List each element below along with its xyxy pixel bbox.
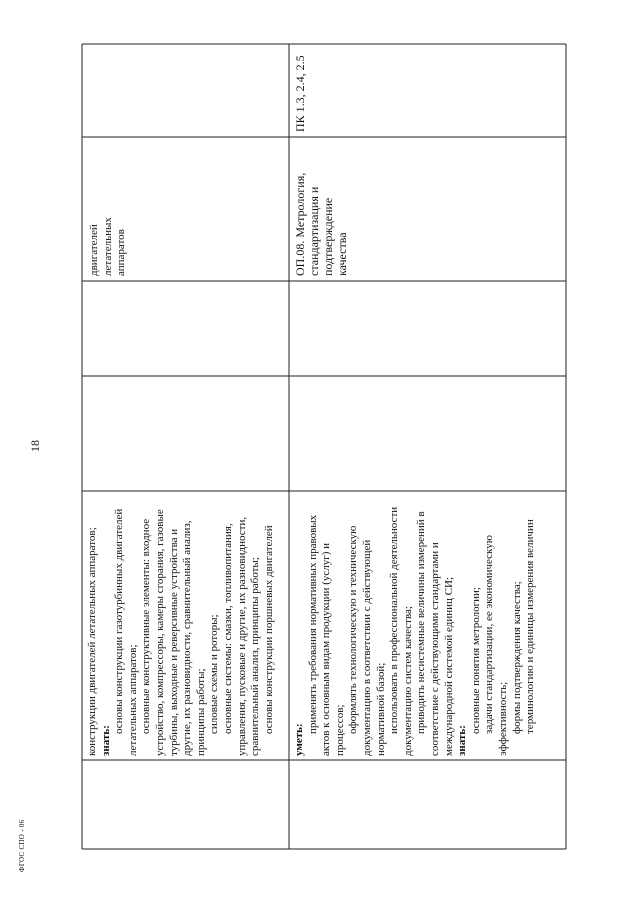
row1-content-cell xyxy=(86,494,286,756)
row1-content-line: конструкции двигателей летательных аппаратов; xyxy=(86,527,98,756)
row2-content-line: приводить несистемные величины измерений в соответствие с действующими стандартами и международной системой единиц СИ; xyxy=(415,511,455,756)
row2-content-cell xyxy=(293,494,563,756)
row2-competence-cell xyxy=(293,42,317,132)
row1-content-line: знать: xyxy=(99,725,112,756)
row2-discipline-cell xyxy=(293,144,373,276)
row1-discipline: двигателей летательных аппаратов xyxy=(88,217,128,276)
row1-content-line: основные системы: смазки, топливопитания, управления, пусковые и другие, их разновидности, сравнительный анализ, принципы работы; xyxy=(221,516,262,756)
row2-content-line: основные понятия метрологии; xyxy=(469,587,482,734)
row1-content xyxy=(86,494,276,756)
row2-content-line: применять требования нормативных правовых актов к основным видам продукции (услуг) и процессов; xyxy=(306,514,346,756)
row2-content-line: оформлять технологическую и техническую документацию в соответствии с действующей нормативной базой; xyxy=(347,525,387,756)
row2-content xyxy=(293,494,538,756)
document-footer: ФГОС СПО - 06 xyxy=(18,819,26,872)
row2-competence: ПК 1.3, 2.4, 2.5 xyxy=(293,55,307,132)
row2-content-line: терминологию и единицы измерения величин xyxy=(524,519,537,734)
row2-content-line: уметь: xyxy=(293,723,305,756)
row2-content-line: использовать в профессиональной деятельности документацию систем качества; xyxy=(388,506,414,756)
row1-content-line: основные конструктивные элементы: входное устройство, компрессоры, камеры сгорания, газовые турбины, выходные и реверсивные устройства и другие, их разновидности, сравнительный анализ, принципы работы; xyxy=(140,509,207,756)
row2-content-line: формы подтверждения качества; xyxy=(510,581,523,734)
page-number: 18 xyxy=(28,440,42,452)
row2-content-line: знать: xyxy=(456,725,469,756)
row1-content-line: основы конструкции поршневых двигателей xyxy=(262,525,275,734)
row1-content-line: силовые схемы и роторы; xyxy=(208,614,221,734)
row2-discipline: ОП.08. Метрология, стандартизация и подтверждение качества xyxy=(293,172,349,276)
row1-discipline-cell xyxy=(88,144,148,276)
row1-content-line: основы конструкции газотурбинных двигателей летательных аппаратов; xyxy=(113,508,139,756)
row2-content-line: задачи стандартизации, ее экономическую эффективность; xyxy=(483,535,509,756)
